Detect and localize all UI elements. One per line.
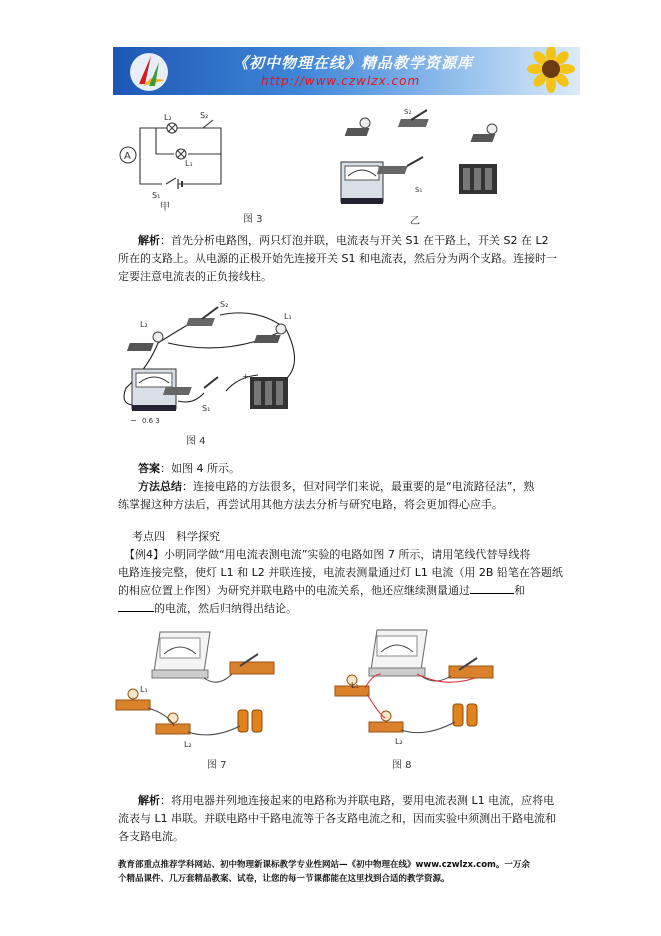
switch-s2-label: S₂	[404, 108, 412, 116]
switch-s2-label: S₂	[200, 111, 209, 120]
analysis2-line1: 解析：将用电器并列地连接起来的电路称为并联电路，要用电流表测 L1 电流，应将电	[138, 794, 555, 807]
plus-label: +	[242, 372, 249, 381]
lamp-l1-label: L₁	[284, 312, 292, 321]
switch-s2-label: S₂	[220, 300, 229, 309]
fig4-circuit	[118, 293, 308, 433]
example4-line2: 电路连接完整，使灯 L1 和 L2 并联连接，电流表测量通过灯 L1 电流（用 2B 铅笔在答题纸	[118, 566, 563, 579]
fig8-caption: 图 8	[392, 760, 412, 771]
battery-icon	[459, 164, 497, 194]
analysis1-line2: 所在的支路上。从电源的正极开始先连接开关 S1 和电流表，然后分为两个支路。连接时一	[118, 252, 557, 265]
lamp-l1-label: L₁	[351, 681, 359, 690]
fig3-caption: 图 3	[243, 214, 263, 225]
analysis1-line3: 定要注意电流表的正负接线柱。	[118, 270, 272, 283]
lamp-icon	[127, 332, 163, 351]
sunflower-icon	[511, 47, 580, 95]
header-title: 《初中物理在线》精品教学资源库	[233, 54, 474, 72]
fig3-left-sublabel: 甲	[160, 202, 170, 213]
fig8-apparatus	[325, 618, 505, 752]
fig3-right-components	[335, 102, 515, 230]
method-label: 方法总结	[138, 480, 182, 493]
switch-s1-label: S₁	[415, 186, 423, 194]
battery-icon	[238, 710, 262, 732]
switch-icon	[186, 307, 218, 326]
method-line1: 方法总结：连接电路的方法很多，但对同学们来说，最重要的是“电流路径法”，熟	[138, 480, 535, 493]
lamp-icon	[254, 324, 286, 343]
ammeter-icon	[152, 632, 210, 678]
logo-icon	[121, 50, 181, 92]
fig7-caption: 图 7	[207, 760, 227, 771]
fig7-apparatus	[108, 622, 288, 752]
lamp-icon	[369, 711, 403, 732]
minus-label: −	[130, 416, 137, 425]
switch-icon	[398, 110, 429, 127]
header-url: http://www.czwlzx.com	[261, 74, 421, 88]
lamp-l1-label: L₁	[185, 159, 193, 168]
switch-icon	[377, 157, 423, 174]
analysis1-line1: 解析：首先分析电路图，两只灯泡并联，电流表与开关 S1 在干路上，开关 S2 在 L2	[138, 234, 549, 247]
lamp-icon	[345, 118, 370, 136]
fig3-left-circuit	[118, 108, 248, 208]
lamp-l2-label: L₂	[164, 113, 172, 122]
switch-icon	[449, 658, 493, 678]
example4-line3: 的相应位置上作图）为研究并联电路中的电流关系，他还应继续测量通过 和	[118, 584, 525, 597]
method-line2: 练掌握这种方法后，再尝试用其他方法去分析与研究电路，将会更加得心应手。	[118, 498, 503, 511]
lamp-l2-label: L₂	[395, 737, 403, 746]
switch-s1-label: S₁	[152, 191, 161, 200]
lamp-l2-label: L₂	[140, 320, 148, 329]
example4-line4: 的电流，然后归纳得出结论。	[118, 600, 297, 618]
footer-line2: 个精品课件、几万套精品教案、试卷，让您的每一节课都能在这里找到合适的教学资源。	[118, 874, 450, 884]
lamp-l1-label: L₁	[140, 685, 148, 694]
header-banner	[113, 47, 580, 95]
footer-line1: 教育部重点推荐学科网站、初中物理新课标教学专业性网站—《初中物理在线》www.czwlzx.com。一万余	[118, 860, 530, 870]
answer-blank-1[interactable]	[470, 582, 514, 594]
fig3-right-sublabel: 乙	[410, 216, 420, 227]
answer-blank-2[interactable]	[118, 600, 154, 612]
section-title: 考点四 科学探究	[132, 530, 220, 543]
analysis2-line3: 各支路电流。	[118, 830, 184, 843]
lamp-l2-label: L₂	[184, 740, 192, 749]
battery-icon	[453, 704, 477, 726]
switch-icon	[230, 654, 274, 674]
analysis1-label: 解析	[138, 234, 160, 247]
analysis2-label: 解析	[138, 794, 160, 807]
lamp-icon	[470, 124, 497, 142]
analysis2-line2: 流表与 L1 串联。并联电路中干路电流等于各支路电流之和，因而实验中须测出干路电流和	[118, 812, 557, 825]
ammeter-icon	[341, 162, 383, 204]
answer-line: 答案：如图 4 所示。	[138, 462, 240, 475]
example4-line1: 【例4】小明同学做“用电流表测电流”实验的电路如图 7 所示，请用笔线代替导线将	[124, 548, 531, 561]
ammeter-label: A	[124, 151, 131, 162]
fig4-caption: 图 4	[186, 436, 206, 447]
switch-s1-label: S₁	[202, 404, 211, 413]
scale-label: 0.6 3	[142, 417, 160, 425]
answer-label: 答案	[138, 462, 160, 475]
ammeter-icon	[369, 630, 427, 676]
battery-icon	[250, 377, 288, 409]
